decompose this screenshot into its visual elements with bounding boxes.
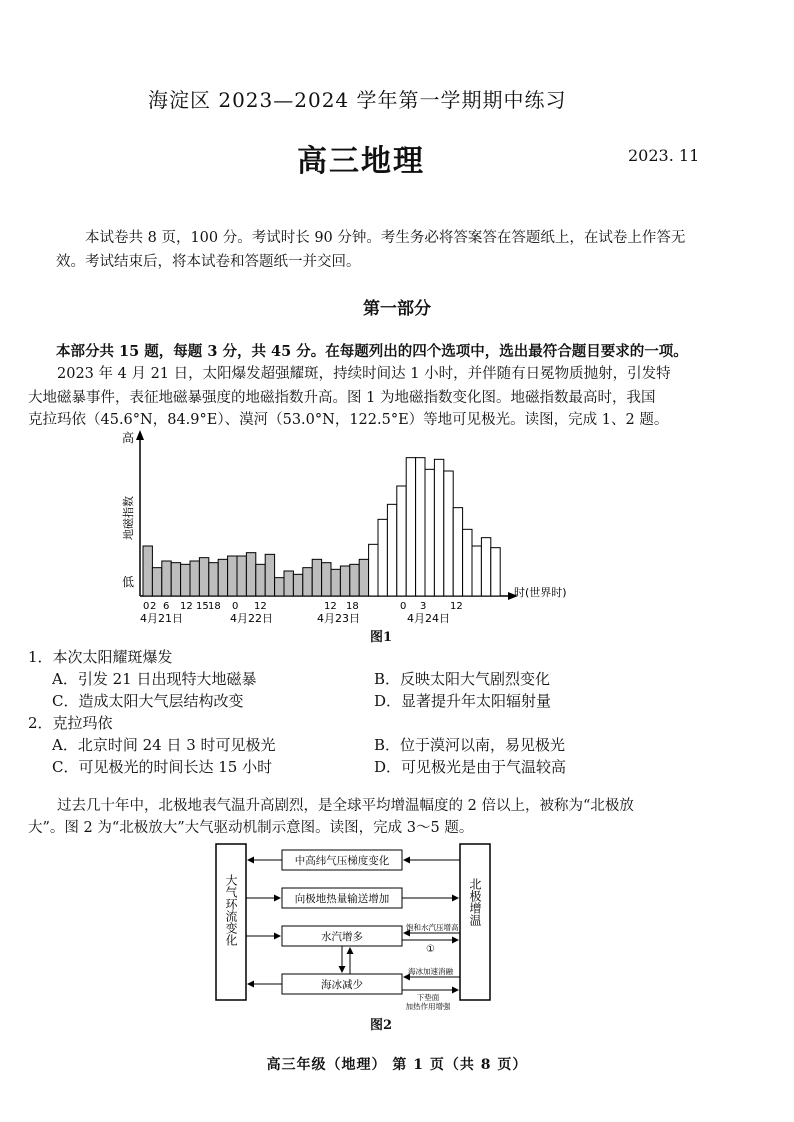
subject-title: 高三地理 bbox=[297, 144, 425, 179]
q1-option-c[interactable]: C．造成太阳大气层结构改变 bbox=[52, 692, 244, 710]
chart-tick-label: 12 bbox=[324, 601, 337, 612]
chart-bar bbox=[406, 458, 415, 596]
chart-date-label: 4月23日 bbox=[317, 612, 360, 625]
chart-bar bbox=[369, 544, 378, 596]
instructions-line2: 效。考试结束后，将本试卷和答题纸一并交回。 bbox=[56, 254, 361, 270]
chart-date-label: 4月21日 bbox=[140, 612, 183, 625]
water-vapor-label: 水汽增多 bbox=[321, 931, 363, 943]
chart-bar bbox=[284, 571, 293, 596]
chart-bar bbox=[416, 458, 425, 596]
chart-bar bbox=[491, 548, 500, 596]
chart-bar bbox=[453, 508, 462, 596]
chart-bar bbox=[209, 563, 218, 596]
chart-bar bbox=[331, 569, 340, 596]
q2-option-c[interactable]: C．可见极光的时间长达 15 小时 bbox=[52, 758, 273, 776]
chart-date-label: 4月22日 bbox=[230, 612, 273, 625]
chart-bar bbox=[322, 563, 331, 596]
chart-bar bbox=[340, 566, 349, 596]
chart-bar bbox=[434, 459, 443, 596]
q1-option-a[interactable]: A．引发 21 日出现特大地磁暴 bbox=[52, 670, 257, 688]
chart-bar bbox=[152, 568, 161, 596]
x-axis-title: 时(世界时) bbox=[514, 586, 567, 599]
chart-bar bbox=[481, 538, 490, 596]
chart-bar bbox=[303, 568, 312, 596]
page-footer: 高三年级（地理） 第 1 页（共 8 页） bbox=[266, 1057, 528, 1073]
chart-tick-label: 12 bbox=[450, 601, 463, 612]
chart-bar bbox=[275, 578, 284, 596]
chart-date-label: 4月24日 bbox=[407, 612, 450, 625]
y-axis-title: 地磁指数 bbox=[122, 496, 135, 540]
heat-transport-label: 向极地热量输送增加 bbox=[294, 893, 390, 905]
q2-option-b[interactable]: B．位于漠河以南，易见极光 bbox=[374, 736, 566, 754]
chart-tick-label: 15 bbox=[196, 601, 209, 612]
passage2-line1: 过去几十年中，北极地表气温升高剧烈，是全球平均增温幅度的 2 倍以上，被称为“北极放 bbox=[57, 798, 634, 814]
chart-tick-label: 0 bbox=[232, 601, 239, 612]
figure1-caption: 图1 bbox=[370, 630, 393, 645]
passage1-line1: 2023 年 4 月 21 日，太阳爆发超强耀斑，持续时间达 1 小时，并伴随有日冕物质抛射，引发特 bbox=[57, 366, 671, 382]
instructions-line1: 本试卷共 8 页，100 分。考试时长 90 分钟。考生务必将答案答在答题纸上，在试卷上作答无 bbox=[85, 230, 686, 246]
q2-stem: 2．克拉玛依 bbox=[28, 714, 113, 732]
chart-tick-label: 3 bbox=[420, 601, 427, 612]
atmospheric-circulation-label: 大气环流变化 bbox=[224, 874, 238, 946]
passage1-line3: 克拉玛依（45.6°N，84.9°E）、漠河（53.0°N，122.5°E）等地可见极光。读图，完成 1、2 题。 bbox=[28, 412, 669, 428]
ice-melting-label: 海冰加速消融 bbox=[408, 967, 453, 976]
chart-bar bbox=[162, 561, 171, 596]
chart-bar bbox=[378, 519, 387, 596]
chart-bar bbox=[312, 559, 321, 596]
surface-heating-label: 加热作用增强 bbox=[405, 1002, 451, 1010]
section-title: 第一部分 bbox=[363, 299, 431, 319]
chart-bar bbox=[181, 564, 190, 596]
passage1-line2: 大地磁暴事件，表征地磁暴强度的地磁指数升高。图 1 为地磁指数变化图。地磁指数最高时，我国 bbox=[28, 390, 656, 406]
chart-bar bbox=[463, 529, 472, 596]
sea-ice-label: 海冰减少 bbox=[321, 979, 363, 991]
chart-bar bbox=[218, 559, 227, 596]
chart-bar bbox=[472, 546, 481, 596]
chart-tick-label: 6 bbox=[163, 601, 170, 612]
chart-bar bbox=[246, 553, 255, 596]
chart-tick-label: 18 bbox=[346, 601, 359, 612]
chart-bar bbox=[359, 559, 368, 596]
chart-bar bbox=[237, 556, 246, 596]
marker-one: ① bbox=[426, 944, 435, 955]
chart-bar bbox=[350, 564, 359, 596]
q2-option-a[interactable]: A．北京时间 24 日 3 时可见极光 bbox=[52, 736, 276, 754]
y-high-label: 高 bbox=[122, 431, 135, 445]
exam-date: 2023. 11 bbox=[628, 146, 700, 165]
chart-bar bbox=[387, 504, 396, 596]
figure2-caption: 图2 bbox=[370, 1018, 393, 1033]
chart-bar bbox=[143, 546, 152, 596]
pressure-gradient-label: 中高纬气压梯度变化 bbox=[294, 855, 390, 867]
chart-bar bbox=[293, 574, 302, 596]
exam-title: 海淀区 2023—2024 学年第一学期期中练习 bbox=[148, 88, 567, 112]
y-low-label: 低 bbox=[122, 575, 135, 589]
chart-tick-label: 0 bbox=[400, 601, 407, 612]
arctic-warming-label: 北极增温 bbox=[468, 878, 482, 926]
chart-bar bbox=[397, 486, 406, 596]
y-axis-arrow bbox=[136, 430, 144, 440]
saturation-pressure-label: 饱和水汽压增高 bbox=[406, 923, 459, 932]
chart-tick-label: 12 bbox=[180, 601, 193, 612]
chart-bar bbox=[256, 564, 265, 596]
chart-bar bbox=[171, 563, 180, 596]
section-note: 本部分共 15 题，每题 3 分，共 45 分。在每题列出的四个选项中，选出最符合题目要求的一项。 bbox=[56, 343, 688, 360]
arctic-amplification-diagram bbox=[210, 840, 510, 1010]
chart-tick-label: 2 bbox=[150, 601, 157, 612]
chart-bar bbox=[444, 471, 453, 596]
chart-tick-label: 18 bbox=[208, 601, 221, 612]
chart-bar bbox=[425, 469, 434, 596]
chart-bar bbox=[228, 556, 237, 596]
q1-stem: 1．本次太阳耀斑爆发 bbox=[28, 648, 173, 666]
q1-option-d[interactable]: D．显著提升年太阳辐射量 bbox=[374, 692, 552, 710]
chart-bar bbox=[190, 561, 199, 596]
passage2-line2: 大”。图 2 为“北极放大”大气驱动机制示意图。读图，完成 3～5 题。 bbox=[28, 820, 474, 836]
magnetic-index-chart bbox=[110, 428, 600, 648]
chart-bar bbox=[199, 558, 208, 596]
surface-label: 下垫面 bbox=[416, 993, 440, 1002]
chart-tick-label: 12 bbox=[254, 601, 267, 612]
q1-option-b[interactable]: B．反映太阳大气剧烈变化 bbox=[374, 670, 551, 688]
q2-option-d[interactable]: D．可见极光是由于气温较高 bbox=[374, 758, 567, 776]
chart-bar bbox=[265, 554, 274, 596]
chart-tick-label: 0 bbox=[143, 601, 150, 612]
